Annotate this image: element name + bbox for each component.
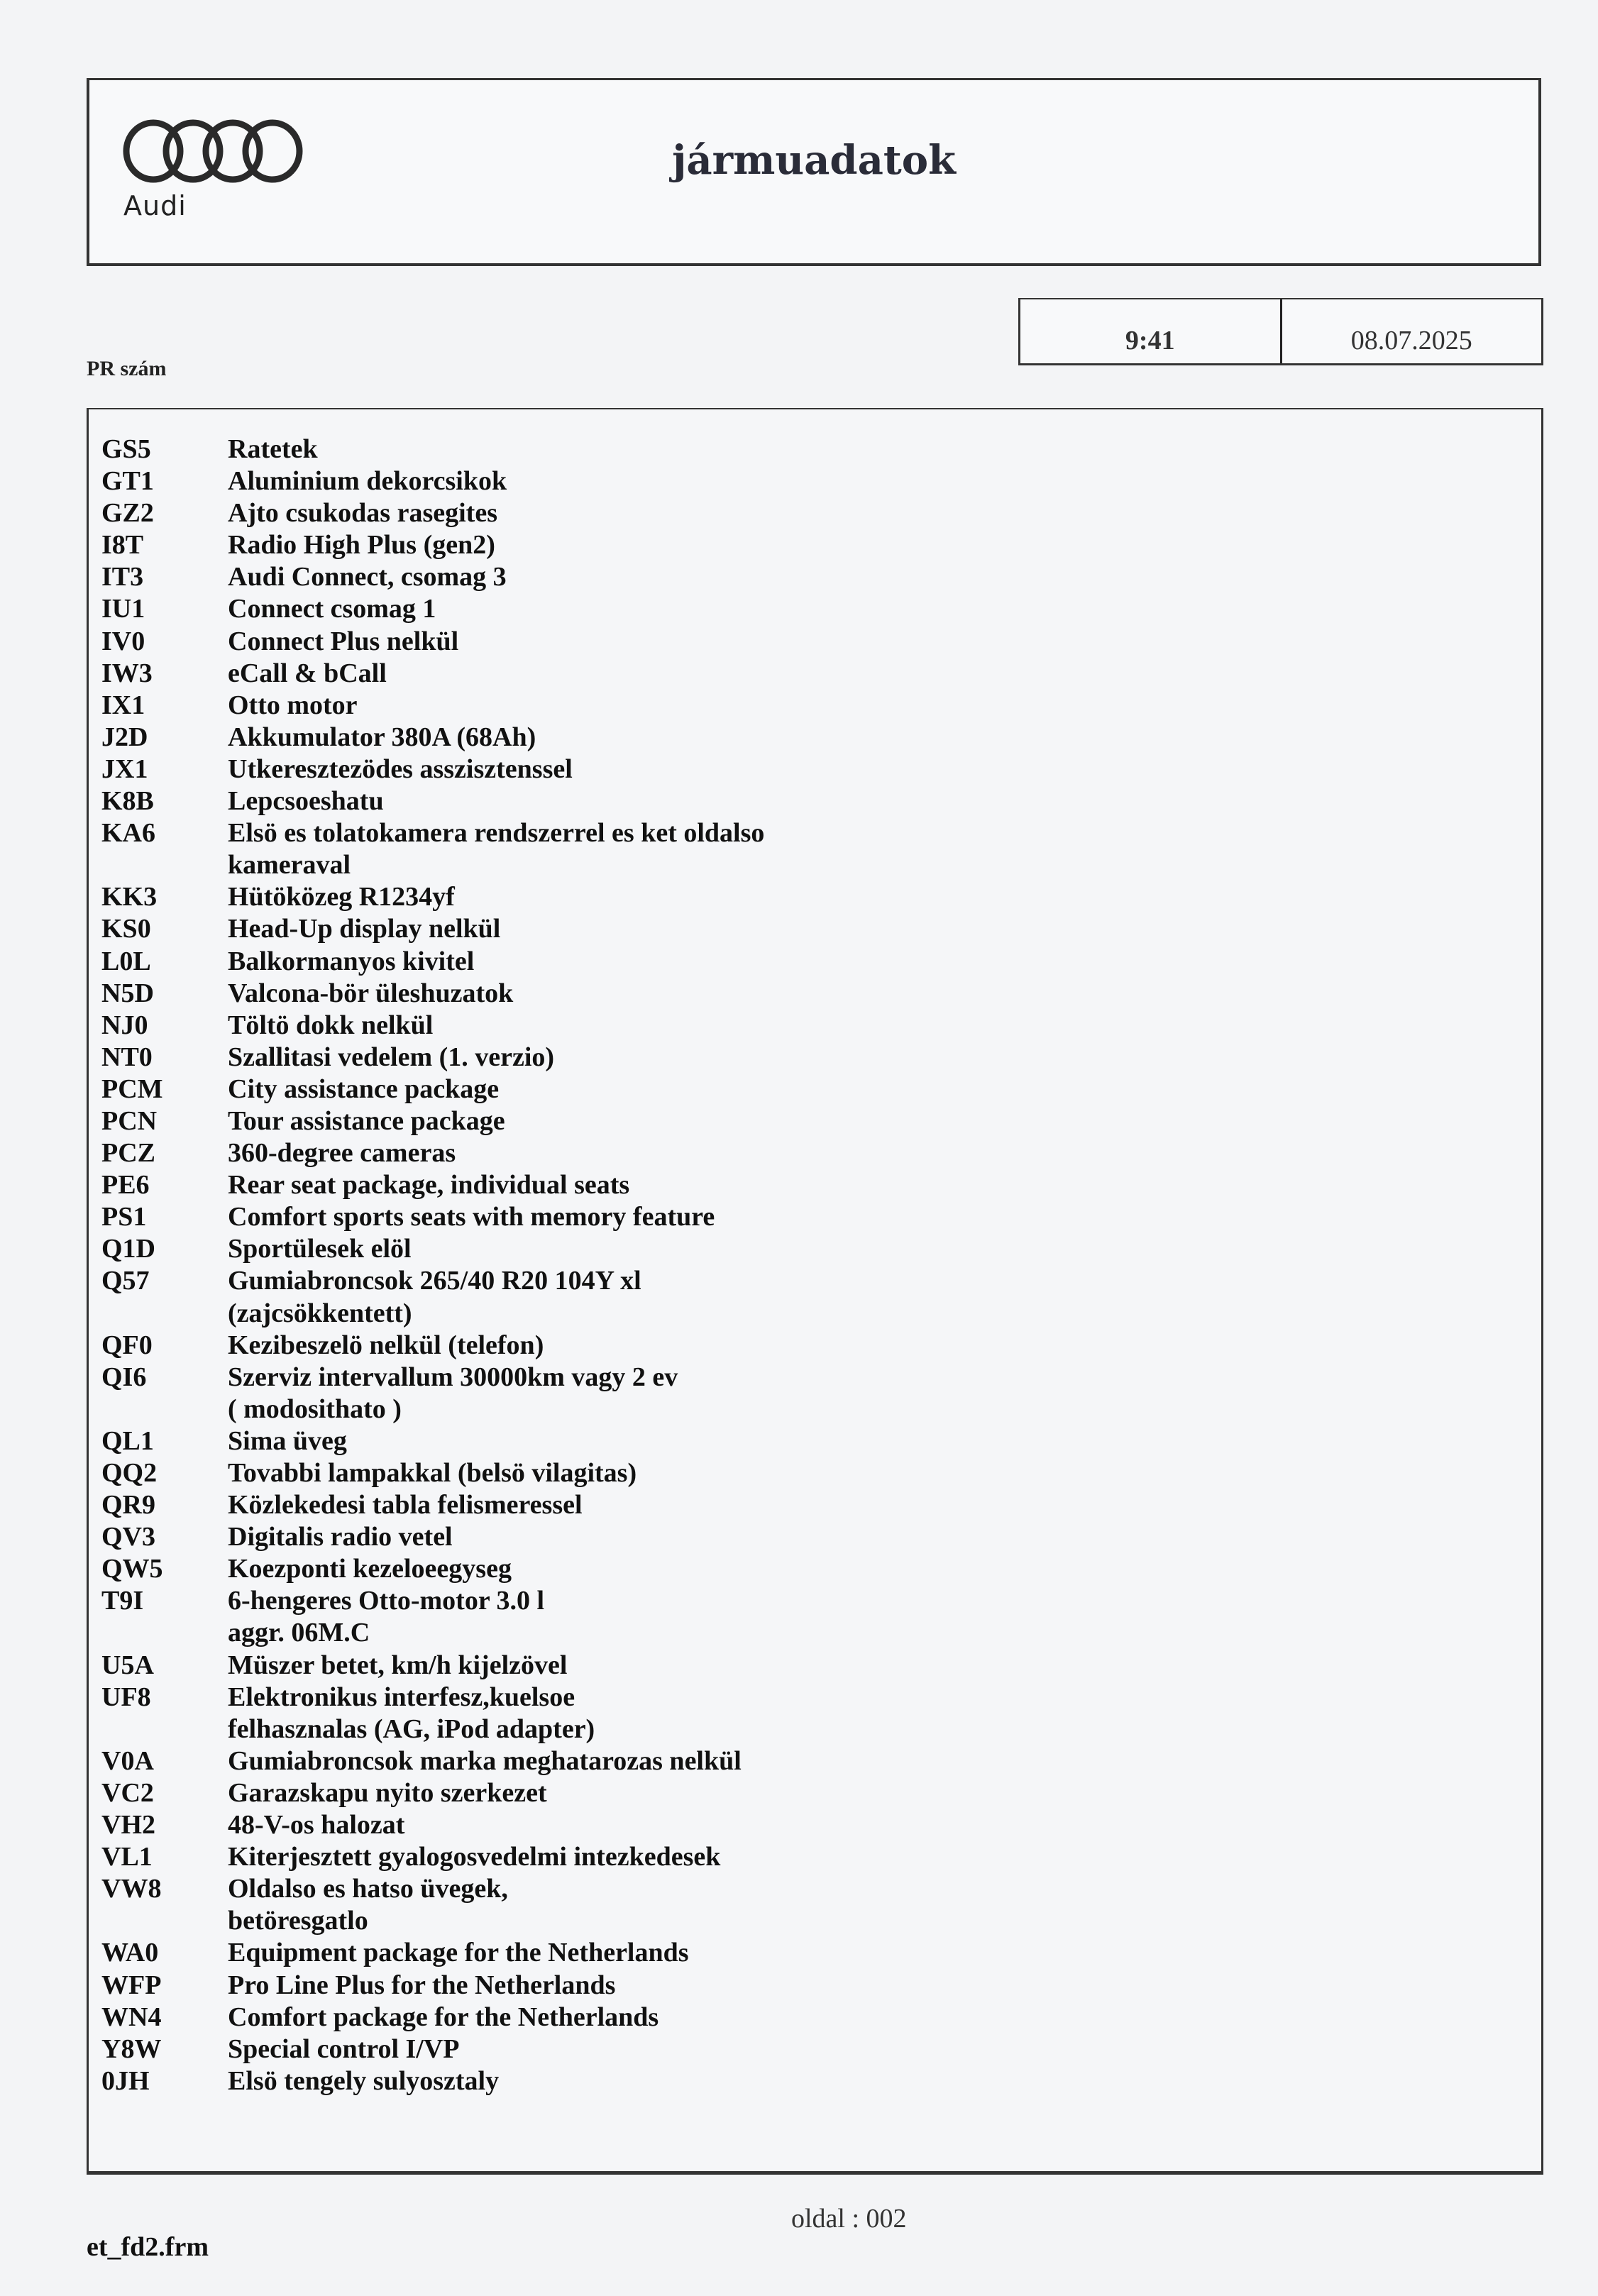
list-item bbox=[101, 1457, 764, 1489]
pr-description bbox=[228, 1074, 499, 1105]
description-line: Oldalso es hatso üvegek, bbox=[228, 1874, 508, 1904]
pr-code: V0A bbox=[101, 1745, 154, 1776]
list-item bbox=[101, 913, 764, 945]
pr-code: VC2 bbox=[101, 1777, 154, 1808]
description-line: betöresgatlo bbox=[228, 1906, 368, 1936]
pr-description bbox=[228, 1265, 641, 1329]
pr-description bbox=[228, 1105, 505, 1137]
pr-description bbox=[228, 593, 436, 625]
pr-code: NT0 bbox=[101, 1042, 153, 1072]
list-item bbox=[101, 2033, 764, 2065]
pr-description bbox=[228, 2002, 659, 2033]
list-item bbox=[101, 946, 764, 978]
description-line: City assistance package bbox=[228, 1074, 500, 1104]
pr-number-label: PR szám bbox=[87, 357, 167, 380]
pr-description bbox=[228, 2065, 499, 2097]
pr-code: WFP bbox=[101, 1970, 162, 2000]
description-line: 360-degree cameras bbox=[228, 1138, 456, 1169]
description-line: Sima üveg bbox=[228, 1425, 347, 1456]
description-line: Equipment package for the Netherlands bbox=[228, 1938, 689, 1968]
pr-code: QI6 bbox=[101, 1362, 147, 1392]
pr-code-rows bbox=[101, 434, 764, 2097]
pr-code: IX1 bbox=[101, 690, 145, 720]
pr-description bbox=[228, 497, 497, 529]
pr-code: NJ0 bbox=[101, 1010, 148, 1040]
description-line: 48-V-os halozat bbox=[228, 1810, 405, 1840]
list-item bbox=[101, 1521, 764, 1553]
pr-code: KK3 bbox=[101, 882, 158, 912]
list-item bbox=[101, 2002, 764, 2033]
list-item bbox=[101, 626, 764, 658]
description-line: 6-hengeres Otto-motor 3.0 l bbox=[228, 1586, 545, 1616]
pr-code: WA0 bbox=[101, 1938, 159, 1968]
pr-description bbox=[228, 626, 458, 658]
description-line: Elsö tengely sulyosztaly bbox=[228, 2065, 500, 2096]
pr-description bbox=[228, 817, 764, 881]
description-line: Szallitasi vedelem (1. verzio) bbox=[228, 1042, 555, 1072]
description-line: kameraval bbox=[228, 850, 351, 881]
pr-code: QR9 bbox=[101, 1490, 155, 1520]
pr-description bbox=[228, 1010, 433, 1042]
pr-description bbox=[228, 561, 507, 593]
list-item bbox=[101, 785, 764, 817]
list-item bbox=[101, 1105, 764, 1137]
description-line: Ratetek bbox=[228, 434, 318, 464]
list-item bbox=[101, 1169, 764, 1201]
list-item bbox=[101, 881, 764, 913]
description-line: Tovabbi lampakkal (belsö vilagitas) bbox=[228, 1458, 637, 1488]
pr-description bbox=[228, 1233, 412, 1265]
list-item bbox=[101, 1042, 764, 1074]
pr-description bbox=[228, 1042, 554, 1074]
list-item bbox=[101, 1362, 764, 1425]
description-line: Ajto csukodas rasegites bbox=[228, 498, 497, 529]
pr-code: QF0 bbox=[101, 1330, 153, 1360]
pr-description bbox=[228, 1521, 453, 1553]
pr-description bbox=[228, 1937, 689, 1969]
list-item bbox=[101, 1777, 764, 1809]
pr-description bbox=[228, 1489, 583, 1521]
pr-code: J2D bbox=[101, 722, 148, 752]
description-line: Akkumulator 380A (68Ah) bbox=[228, 722, 536, 752]
pr-code: UF8 bbox=[101, 1682, 151, 1712]
description-line: Koezponti kezeloeegyseg bbox=[228, 1554, 512, 1584]
pr-description bbox=[228, 1201, 715, 1233]
pr-code: N5D bbox=[101, 978, 154, 1008]
list-item bbox=[101, 2065, 764, 2097]
description-line: Tour assistance package bbox=[228, 1105, 505, 1136]
pr-description bbox=[228, 658, 387, 690]
pr-code: VW8 bbox=[101, 1874, 162, 1904]
pr-description bbox=[228, 1585, 544, 1649]
list-item bbox=[101, 1233, 764, 1265]
pr-code: PE6 bbox=[101, 1170, 150, 1201]
list-item bbox=[101, 497, 764, 529]
pr-description bbox=[228, 722, 536, 754]
pr-description bbox=[228, 754, 573, 785]
description-line: eCall & bCall bbox=[228, 658, 387, 688]
list-item bbox=[101, 722, 764, 754]
pr-code: WN4 bbox=[101, 2002, 162, 2032]
list-item bbox=[101, 1201, 764, 1233]
description-line: Garazskapu nyito szerkezet bbox=[228, 1777, 547, 1808]
pr-description bbox=[228, 1745, 742, 1777]
description-line: aggr. 06M.C bbox=[228, 1618, 370, 1648]
list-item bbox=[101, 1937, 764, 1969]
list-item bbox=[101, 1074, 764, 1105]
pr-code: VH2 bbox=[101, 1810, 155, 1840]
pr-code: IW3 bbox=[101, 658, 153, 688]
description-line: Comfort sports seats with memory feature bbox=[228, 1202, 715, 1232]
pr-description bbox=[228, 1330, 544, 1362]
time-date-box bbox=[1018, 298, 1543, 365]
pr-code: PCM bbox=[101, 1074, 163, 1104]
pr-code: K8B bbox=[101, 786, 154, 817]
pr-code: GZ2 bbox=[101, 498, 154, 529]
pr-code: QQ2 bbox=[101, 1458, 158, 1488]
pr-code: Q57 bbox=[101, 1266, 150, 1296]
list-item bbox=[101, 1745, 764, 1777]
pr-description bbox=[228, 434, 318, 465]
description-line: Utkeresztezödes asszisztenssel bbox=[228, 754, 573, 784]
form-name: et_fd2.frm bbox=[87, 2232, 209, 2262]
pr-code: IT3 bbox=[101, 562, 144, 592]
description-line: Müszer betet, km/h kijelzövel bbox=[228, 1650, 568, 1680]
description-line: Connect csomag 1 bbox=[228, 594, 436, 624]
description-line: Rear seat package, individual seats bbox=[228, 1170, 630, 1201]
pr-description bbox=[228, 1873, 508, 1937]
pr-description bbox=[228, 1777, 547, 1809]
pr-code: PCZ bbox=[101, 1138, 155, 1169]
pr-description bbox=[228, 1425, 347, 1457]
pr-description bbox=[228, 1553, 512, 1585]
description-line: Comfort package for the Netherlands bbox=[228, 2002, 659, 2032]
logo-text: Audi bbox=[123, 190, 187, 221]
pr-description bbox=[228, 1137, 456, 1169]
list-item bbox=[101, 978, 764, 1010]
list-item bbox=[101, 1010, 764, 1042]
pr-code-list bbox=[87, 408, 1543, 2175]
pr-code: KS0 bbox=[101, 914, 151, 944]
list-item bbox=[101, 1489, 764, 1521]
list-item bbox=[101, 1137, 764, 1169]
description-line: (zajcsökkentett) bbox=[228, 1298, 412, 1328]
list-item bbox=[101, 465, 764, 497]
header-box bbox=[87, 78, 1541, 266]
pr-code: U5A bbox=[101, 1650, 154, 1680]
pr-description bbox=[228, 785, 384, 817]
pr-description bbox=[228, 1457, 637, 1489]
pr-code: GT1 bbox=[101, 466, 154, 497]
list-item bbox=[101, 1553, 764, 1585]
pr-code: L0L bbox=[101, 946, 151, 976]
list-item bbox=[101, 1265, 764, 1329]
print-time: 9:41 bbox=[1020, 299, 1282, 363]
description-line: Töltö dokk nelkül bbox=[228, 1010, 434, 1040]
pr-description bbox=[228, 1809, 404, 1841]
list-item bbox=[101, 1873, 764, 1937]
pr-description bbox=[228, 1362, 678, 1425]
list-item bbox=[101, 434, 764, 465]
list-item bbox=[101, 1841, 764, 1873]
pr-description bbox=[228, 1169, 629, 1201]
description-line: Elektronikus interfesz,kuelsoe bbox=[228, 1682, 575, 1712]
description-line: Kiterjesztett gyalogosvedelmi intezkedesek bbox=[228, 1842, 721, 1872]
description-line: Radio High Plus (gen2) bbox=[228, 530, 495, 561]
list-item bbox=[101, 658, 764, 690]
list-item bbox=[101, 593, 764, 625]
pr-description bbox=[228, 2033, 460, 2065]
pr-code: PCN bbox=[101, 1105, 158, 1136]
list-item bbox=[101, 561, 764, 593]
description-line: Gumiabroncsok marka meghatarozas nelkül bbox=[228, 1745, 742, 1776]
description-line: Otto motor bbox=[228, 690, 358, 720]
list-item bbox=[101, 1330, 764, 1362]
list-item bbox=[101, 754, 764, 785]
pr-code: I8T bbox=[101, 530, 144, 561]
list-item bbox=[101, 1585, 764, 1649]
pr-code: IU1 bbox=[101, 594, 145, 624]
pr-code: GS5 bbox=[101, 434, 151, 464]
pr-description bbox=[228, 1682, 595, 1745]
pr-code: PS1 bbox=[101, 1202, 147, 1232]
list-item bbox=[101, 1970, 764, 2002]
description-line: Head-Up display nelkül bbox=[228, 914, 501, 944]
pr-code: VL1 bbox=[101, 1842, 153, 1872]
pr-description bbox=[228, 913, 500, 945]
pr-code: Q1D bbox=[101, 1234, 155, 1264]
pr-code: KA6 bbox=[101, 818, 155, 849]
description-line: Pro Line Plus for the Netherlands bbox=[228, 1970, 616, 2000]
description-line: Gumiabroncsok 265/40 R20 104Y xl bbox=[228, 1266, 641, 1296]
list-item bbox=[101, 690, 764, 722]
pr-code: JX1 bbox=[101, 754, 148, 784]
page-number: oldal : 002 bbox=[791, 2204, 907, 2234]
pr-description bbox=[228, 465, 507, 497]
pr-description bbox=[228, 1841, 720, 1873]
pr-description bbox=[228, 529, 495, 561]
list-item bbox=[101, 1425, 764, 1457]
pr-code: T9I bbox=[101, 1586, 144, 1616]
description-line: Aluminium dekorcsikok bbox=[228, 466, 507, 497]
pr-description bbox=[228, 978, 513, 1010]
pr-description bbox=[228, 1970, 615, 2002]
description-line: Lepcsoeshatu bbox=[228, 786, 384, 817]
description-line: Audi Connect, csomag 3 bbox=[228, 562, 507, 592]
description-line: Sportülesek elöl bbox=[228, 1234, 412, 1264]
pr-description bbox=[228, 1650, 567, 1682]
pr-code: IV0 bbox=[101, 626, 145, 656]
description-line: Balkormanyos kivitel bbox=[228, 946, 475, 976]
description-line: felhasznalas (AG, iPod adapter) bbox=[228, 1713, 595, 1744]
description-line: Valcona-bör üleshuzatok bbox=[228, 978, 514, 1008]
print-date: 08.07.2025 bbox=[1350, 326, 1472, 355]
pr-code: QW5 bbox=[101, 1554, 163, 1584]
pr-code: QV3 bbox=[101, 1522, 155, 1552]
page-title: jármuadatok bbox=[672, 137, 956, 184]
description-line: Special control I/VP bbox=[228, 2033, 460, 2064]
list-item bbox=[101, 1809, 764, 1841]
description-line: Hütöközeg R1234yf bbox=[228, 882, 455, 912]
description-line: Digitalis radio vetel bbox=[228, 1522, 453, 1552]
pr-description bbox=[228, 946, 474, 978]
description-line: ( modosithato ) bbox=[228, 1393, 402, 1424]
pr-description bbox=[228, 690, 358, 722]
description-line: Közlekedesi tabla felismeressel bbox=[228, 1490, 583, 1520]
list-item bbox=[101, 1650, 764, 1682]
description-line: Elsö es tolatokamera rendszerrel es ket oldalso bbox=[228, 818, 765, 849]
pr-code: QL1 bbox=[101, 1425, 154, 1456]
pr-description bbox=[228, 881, 455, 913]
pr-code: 0JH bbox=[101, 2065, 150, 2096]
description-line: Connect Plus nelkül bbox=[228, 626, 459, 656]
list-item bbox=[101, 529, 764, 561]
description-line: Kezibeszelö nelkül (telefon) bbox=[228, 1330, 544, 1360]
pr-code: Y8W bbox=[101, 2033, 162, 2064]
description-line: Szerviz intervallum 30000km vagy 2 ev bbox=[228, 1362, 678, 1392]
list-item bbox=[101, 817, 764, 881]
list-item bbox=[101, 1682, 764, 1745]
